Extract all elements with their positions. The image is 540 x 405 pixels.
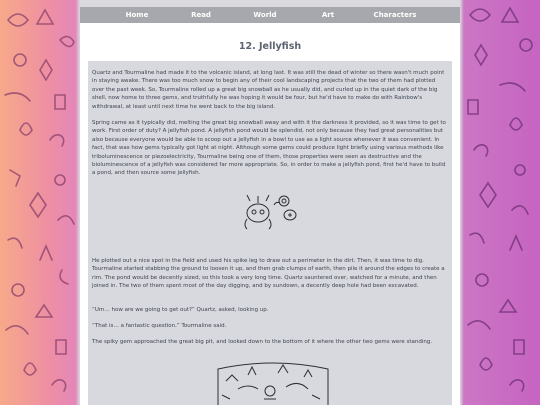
chapter-content[interactable] xyxy=(88,61,452,405)
nav-home[interactable]: Home xyxy=(125,11,149,19)
doodle-pattern-right xyxy=(460,0,540,405)
chapter-title: 12. Jellyfish xyxy=(238,41,302,52)
paragraph-4: “Um… how are we going to get out?” Quartz, asked, looking up. xyxy=(92,307,269,313)
paragraph-5: “That is… a fantastic question.” Tourmaline said. xyxy=(92,323,227,329)
top-nav xyxy=(80,7,460,23)
nav-read[interactable]: Read xyxy=(191,11,211,19)
doodle-pattern-left xyxy=(0,0,80,405)
paragraph-3: He plotted out a nice spot in the field and used his spike leg to draw out a perimeter in the dirt. Then, it was time to dig. Tourmaline started stabbing the ground to loosen it up, and then grab clumps of earth, then pile it around the edges to create a rim. The pond would be decently sized, so this took a very long time. Quartz sauntered over, watched for a minute, and then joined in. The two of them spent most of the day digging, and by sundown, a decently deep hole had been excavated. xyxy=(92,258,445,290)
nav-world[interactable]: World xyxy=(253,11,277,19)
page-container xyxy=(80,23,460,405)
nav-characters[interactable]: Characters xyxy=(373,11,417,19)
right-pattern-panel xyxy=(460,0,540,405)
paragraph-1: Quartz and Tourmaline had made it to the volcanic island, at long last. It was still the dead of winter so there wasn't much point in staying awake. There was too much snow to begin any of their cool landscaping projects that the two of them had plotted over the past week. So, Tourmaline rolled up a great big snowball as he usually did, and curled up in the quiet dark of the big shell, now home to three gems, and truthfully he was hoping it would be four, but he'd have to make do with Rainbow's withdrawal, at least until next time he went back to the big island. xyxy=(92,70,445,110)
paragraph-6: The spiky gem approached the great big pit, and looked down to the bottom of it where the other two gems were standing. xyxy=(92,339,433,345)
nav-art[interactable]: Art xyxy=(321,11,335,19)
left-pattern-panel xyxy=(0,0,80,405)
pit-sketch-illustration xyxy=(208,361,338,405)
jellyfish-illustration xyxy=(238,191,306,231)
paragraph-2: Spring came as it typically did, melting the great big snowball away and with it the darkness it provided, so it was time to get to work. First order of duty? A jellyfish pond. A jellyfish pond would be splendid, not only because they had great personalities but also because everyone would be able to scoop out a jellyfish in a bowl to use as a light source whenever it was convenient. In fact, that was how gems typically got light at night. Although some gems could produce light briefly using various methods like triboluminescence or piezoelectricity, Tourmaline being one of them, those properties were seen as destructive and the bioluminescence of a jellyfish was considered far more appropriate. So, in order to make a jellyfish pond, first he'd have to build a pond, and then source some jellyfish. xyxy=(92,120,446,177)
